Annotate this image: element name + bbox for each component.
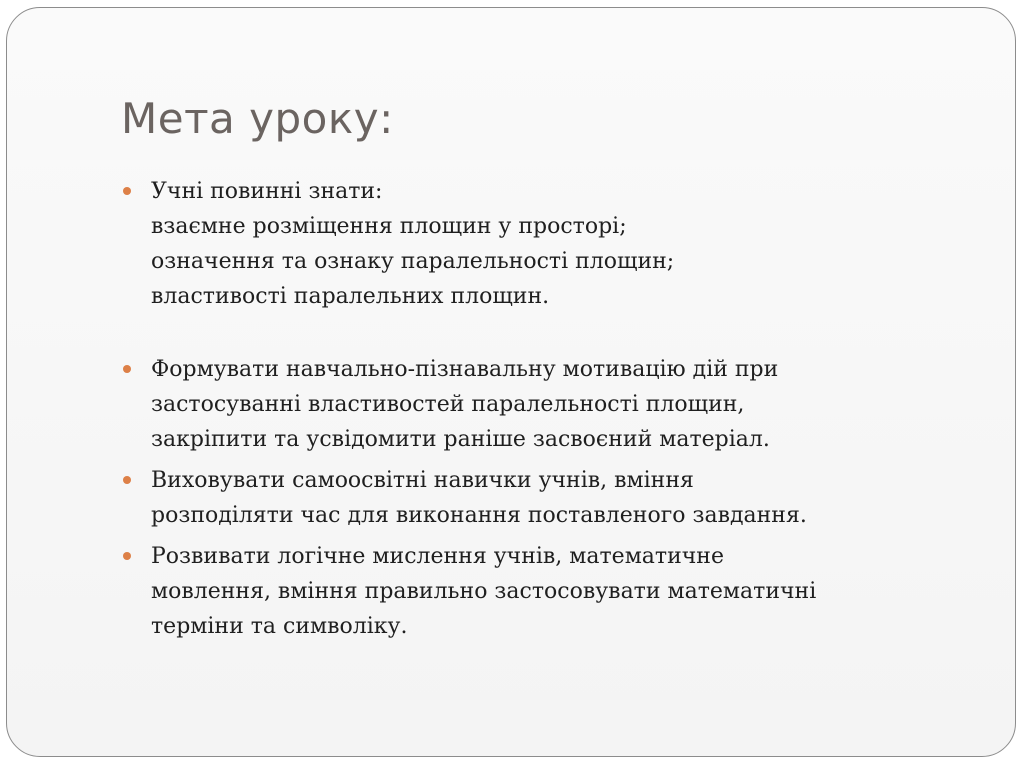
- bullet-dot-icon: [123, 365, 131, 373]
- bullet-line: взаємне розміщення площин у просторі;: [151, 214, 627, 239]
- slide-title: Мета уроку:: [121, 94, 394, 143]
- bullet-line: розподіляти час для виконання поставленого завдання.: [151, 503, 807, 528]
- bullet-line: терміни та символіку.: [151, 614, 408, 639]
- slide-frame: [6, 7, 1016, 757]
- bullet-line: застосуванні властивостей паралельності площин,: [151, 392, 745, 417]
- bullet-line: Учні повинні знати:: [151, 179, 383, 204]
- bullet-item: [121, 463, 1001, 533]
- bullet-dot-icon: [123, 476, 131, 484]
- bullet-item: [121, 352, 1001, 457]
- bullet-dot-icon: [123, 552, 131, 560]
- bullet-line: Виховувати самоосвітні навички учнів, вміння: [151, 468, 694, 493]
- bullet-item: [121, 174, 1001, 314]
- bullet-line: закріпити та усвідомити раніше засвоєний матеріал.: [151, 427, 770, 452]
- bullet-dot-icon: [123, 187, 131, 195]
- bullet-item: [121, 539, 1001, 644]
- bullet-list: [121, 174, 1001, 644]
- bullet-line: мовлення, вміння правильно застосовувати математичні: [151, 579, 817, 604]
- bullet-line: Формувати навчально-пізнавальну мотивацію дій при: [151, 357, 779, 382]
- bullet-line: Розвивати логічне мислення учнів, математичне: [151, 544, 724, 569]
- bullet-line: властивості паралельних площин.: [151, 284, 550, 309]
- bullet-line: означення та ознаку паралельності площин;: [151, 249, 675, 274]
